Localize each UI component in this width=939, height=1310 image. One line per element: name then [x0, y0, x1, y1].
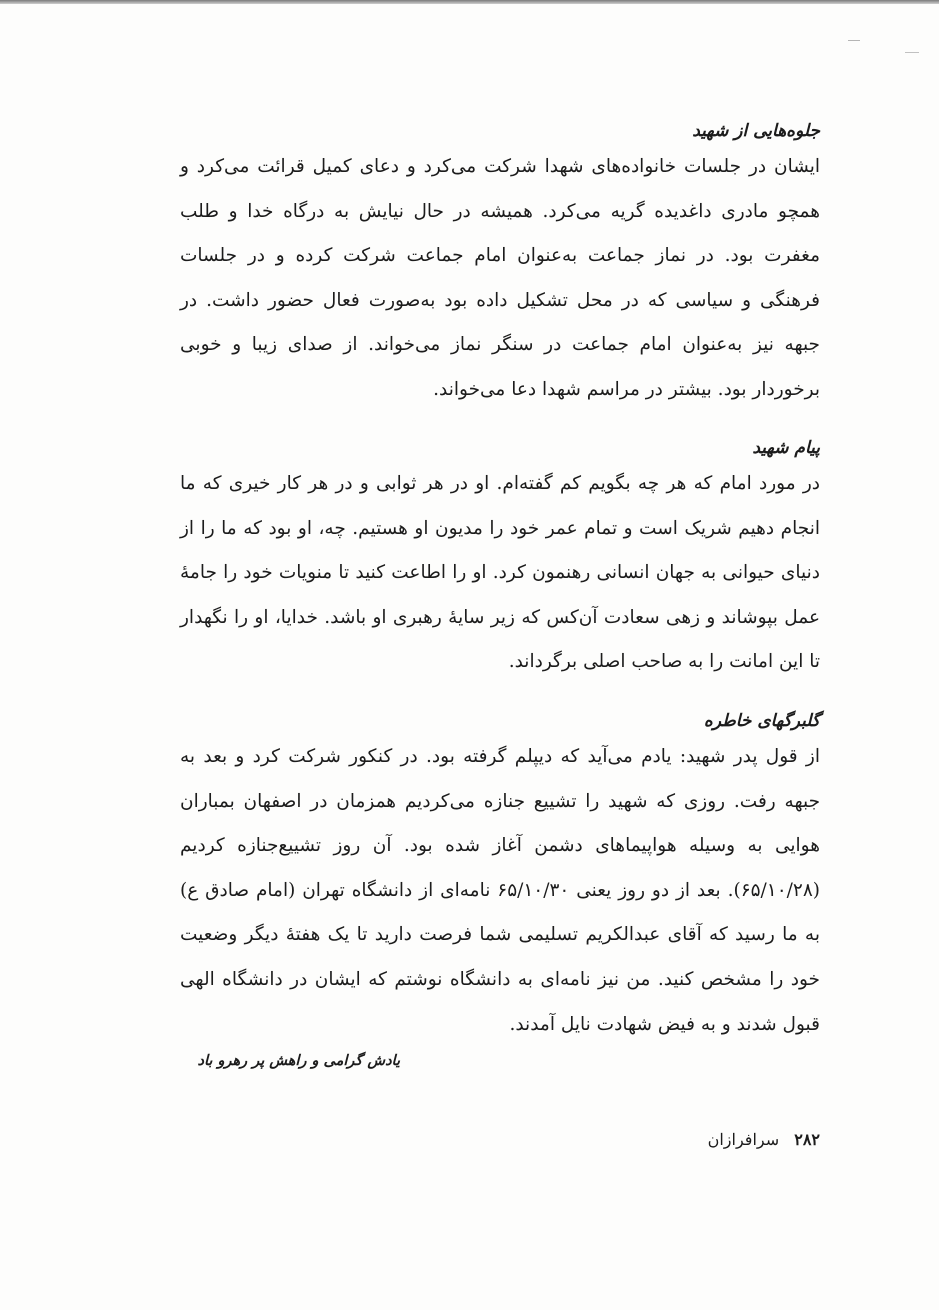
section-heading: جلوه‌هایی از شهید: [692, 121, 820, 141]
section-body: در مورد امام که هر چه بگویم کم گفته‌ام. او در هر ثوابی و در هر کار خیری که ما انجام دهیم شریک است و تمام عمر خود را مدیون او هستیم. چه، او بود که ما را از دنیای حیوانی به جهان انسانی رهنمون کرد. او را اطاعت کنید تا منویات خود را جامهٔ عمل بپوشاند و زهی سعادت آن‌کس که زیر سایهٔ رهبری او باشد. خدایا، او را نگهدار تا این امانت را به صاحب اصلی برگرداند.: [180, 473, 820, 673]
section-martyr-message: [180, 434, 820, 685]
page-footer: [600, 1127, 820, 1153]
section-heading: گلبرگهای خاطره: [703, 711, 820, 731]
section-body: از قول پدر شهید: یادم می‌آید که دیپلم گرفته بود. در کنکور شرکت کرد و بعد به جبهه رفت. روزی که شهید را تشییع جنازه می‌کردیم همزمان در اصفهان بمباران هوایی به وسیله هواپیماهای دشمن آغاز شده بود. آن روز تشییع‌جنازه کردیم (۶۵/۱۰/۲۸). بعد از دو روز یعنی ۶۵/۱۰/۳۰ نامه‌ای از دانشگاه تهران (امام صادق ع) به ما رسید که آقای عبدالکریم تسلیمی شما فرصت دارید تا یک هفتهٔ دیگر وضعیت خود را مشخص کنید. من نیز نامه‌ای به دانشگاه نوشتم که ایشان در دانشگاه الهی قبول شدند و به فیض شهادت نایل آمدند.: [180, 746, 820, 1035]
book-title: سرافرازان: [707, 1130, 780, 1149]
scan-artifact: [905, 52, 919, 59]
scan-top-edge: [0, 0, 939, 4]
section-glimpses: [180, 117, 820, 413]
page-number: ۲۸۲: [794, 1130, 820, 1149]
section-heading: پیام شهید: [752, 438, 820, 458]
section-memories: [180, 707, 820, 1047]
scan-artifact: [848, 40, 860, 41]
section-body: ایشان در جلسات خانواده‌های شهدا شرکت می‌کرد و دعای کمیل قرائت می‌کرد و همچو مادری داغدیده گریه می‌کرد. همیشه در حال نیایش به درگاه خدا و طلب مغفرت بود. در نماز جماعت به‌عنوان امام جماعت شرکت کرده و در جلسات فرهنگی و سیاسی که در محل تشکیل داده بود به‌صورت فعال حضور داشت. در جبهه نیز به‌عنوان امام جماعت در سنگر نماز می‌خواند. از صدای زیبا و خوبی برخوردار بود. بیشتر در مراسم شهدا دعا می‌خواند.: [180, 156, 820, 400]
closing-line: یادش گرامی و راهش پر رهرو باد: [197, 1053, 400, 1069]
